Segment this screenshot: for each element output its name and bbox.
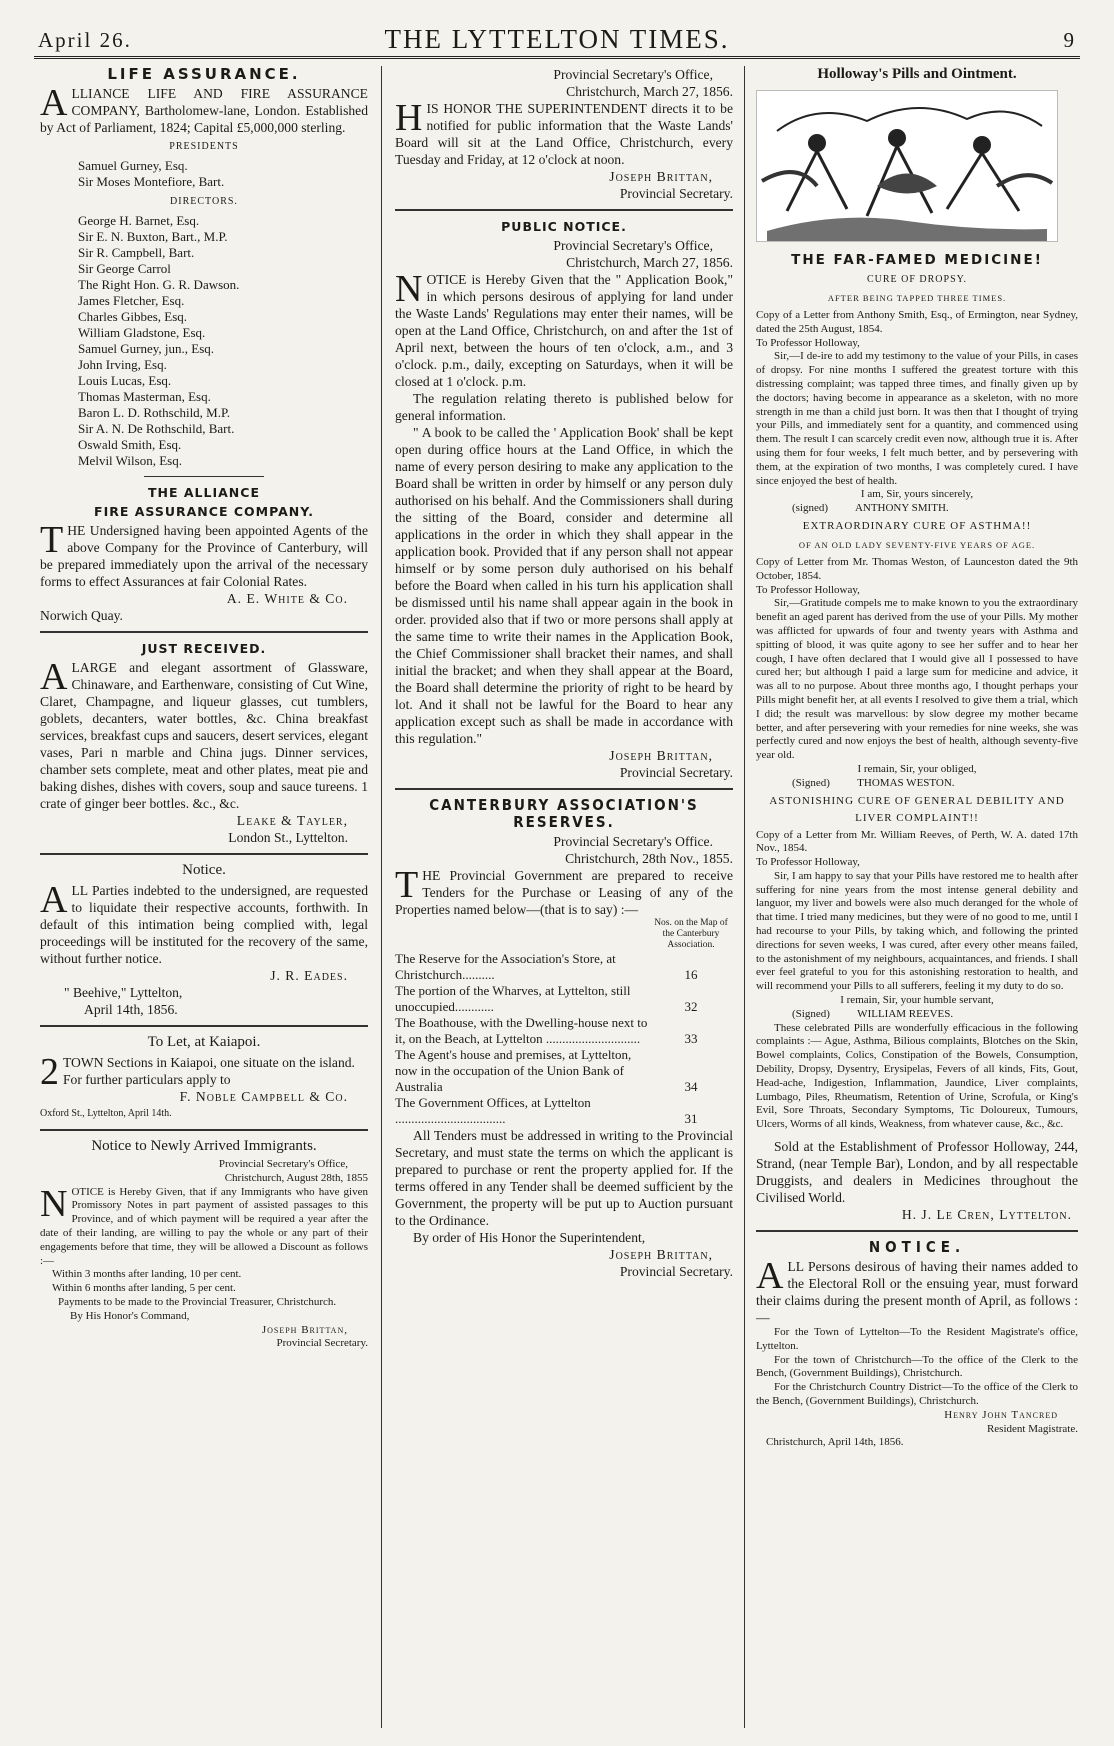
notice-signature: J. R. Eades. <box>270 968 348 983</box>
received-place: London St., Lyttelton. <box>228 830 348 845</box>
director: Oswald Smith, Esq. <box>78 437 182 452</box>
table-row <box>395 1095 733 1127</box>
reserves-order: By order of His Honor the Superintendent, <box>413 1230 646 1245</box>
reserves-terms: All Tenders must be addressed in writing to the Provincial Secretary, and must state the terms on which the applicant is prepared to purchase or rent the property applied for. If the terms offered in any Tender shall be deemed sufficient by the Government, the property will be put up to Auction pursuant to the Ordinance. <box>395 1128 733 1228</box>
public-date: Christchurch, March 27, 1856. <box>566 255 733 270</box>
letter1-to: To Professor Holloway, <box>756 336 860 349</box>
sup-signature: Joseph Brittan, <box>609 169 713 184</box>
received-heading: JUST RECEIVED. <box>141 641 267 656</box>
electoral-body: ALL Persons desirous of having their names added to the Electoral Roll or the ensuing year, must forward their claims during the present month of April, as follows :— <box>756 1255 1078 1326</box>
reserves-office: Provincial Secretary's Office. <box>553 834 713 849</box>
reserves-body: THE Provincial Government are prepared to receive Tenders for the Purchase or Leasing of any of the Properties named below—(that is to say) :— <box>395 864 733 917</box>
column-rule-2 <box>744 66 745 1728</box>
column-1 <box>40 66 368 1351</box>
letter2-intro: Copy of Letter from Mr. Thomas Weston, of Launceston dated the 9th October, 1854. <box>756 555 1078 582</box>
debility-heading: ASTONISHING CURE OF GENERAL DEBILITY AND LIVER COMPLAINT!! <box>769 794 1065 824</box>
letter3-close: I remain, Sir, your humble servant, <box>840 994 994 1007</box>
letter1-close: I am, Sir, yours sincerely, <box>860 488 974 501</box>
map-number: 34 <box>684 1079 698 1094</box>
sup-role: Provincial Secretary. <box>619 186 733 201</box>
holloway-subheading: THE FAR-FAMED MEDICINE! <box>791 252 1043 268</box>
column-rule-1 <box>381 66 382 1728</box>
alliance-body: THE Undersigned having been appointed Agents of the above Company for the Province of Canterbury, will be prepared immediately upon the arrival of the necessary forms to effect Assurances at fair Colonial Rates. <box>40 519 368 589</box>
director: John Irving, Esq. <box>78 357 167 372</box>
immigrants-date: Christchurch, August 28th, 1855 <box>224 1171 368 1184</box>
director: Melvil Wilson, Esq. <box>78 453 182 468</box>
director: Samuel Gurney, jun., Esq. <box>78 341 214 356</box>
alliance-heading: THE ALLIANCE <box>148 485 260 500</box>
reserves-date: Christchurch, 28th Nov., 1855. <box>565 851 733 866</box>
reserves-heading: CANTERBURY ASSOCIATION'S RESERVES. <box>429 796 699 831</box>
tolet-signature: F. Noble Campbell & Co. <box>179 1089 348 1104</box>
director: Charles Gibbes, Esq. <box>78 309 188 324</box>
president: Sir Moses Montefiore, Bart. <box>78 174 225 189</box>
public-signature: Joseph Brittan, <box>609 748 713 763</box>
table-header <box>395 918 733 951</box>
table-row <box>395 951 733 983</box>
property-name: The portion of the Wharves, at Lyttelton, still unoccupied............ <box>395 983 631 1014</box>
director: Sir A. N. De Rothschild, Bart. <box>78 421 235 436</box>
director: Baron L. D. Rothschild, M.P. <box>78 405 231 420</box>
letter2-to: To Professor Holloway, <box>756 583 860 596</box>
complaints-list: These celebrated Pills are wonderfully efficacious in the following complaints :— Ague, Asthma, Bilious complaints, Blotches on the Skin, Bowel complaints, Colics, Constipation of the Bowels, Consumption, Debility, Dropsy, Dysentry, Erysipelas, Fevers of all kinds, Fits, Gout, Head-ache, Indigestion, Inflammation, Jaundice, Liver complaints, Lumbago, Piles, Rheumatism, Retention of Urine, Scrofula, or King's Evil, Sore Throats, Secondary Symptoms, Tic Doloureux, Tumours, Ulcers, Worms of all kinds, Weakness, from whatever cause, &c., &c. <box>756 1021 1078 1131</box>
public-body: NOTICE is Hereby Given that the " Application Book," in which persons desirous of applying for land under the Waste Lands' Regulations may enter their names, will be open at the Land Office, Christchurch, on and after the 1st of April next, between the hours of ten o'clock, a.m., and 3 o'clock. p.m., daily, excepting on Saturdays, when it will be closed at 1 o'clock. p.m. <box>395 268 733 389</box>
immigrants-body: NOTICE is Hereby Given, that if any Immigrants who have given Promissory Notes in part payment of assisted passages to this Province, and of which payment will be required a year after the date of their landing, are willing to pay the whole or any part of their engagements before that time, they will be allowed a Discount as follows :— <box>40 1182 368 1267</box>
dropsy-subheading: AFTER BEING TAPPED THREE TIMES. <box>827 293 1007 303</box>
electoral-heading: NOTICE. <box>868 1238 966 1257</box>
table-row <box>395 1047 733 1095</box>
page-number: 9 <box>1063 28 1074 52</box>
electoral-lyttelton: For the Town of Lyttelton—To the Resident Magistrate's office, Lyttelton. <box>756 1326 1078 1352</box>
alliance-place: Norwich Quay. <box>40 608 123 623</box>
column-3 <box>756 66 1078 1450</box>
asthma-heading: EXTRAORDINARY CURE OF ASTHMA!! <box>802 519 1032 532</box>
president: Samuel Gurney, Esq. <box>78 158 188 173</box>
letter3-signature: (Signed) WILLIAM REEVES. <box>792 1007 954 1020</box>
director: Louis Lucas, Esq. <box>78 373 172 388</box>
electoral-christchurch: For the town of Christchurch—To the office of the Clerk to the Bench, (Government Buildings), Christchurch. <box>756 1353 1078 1380</box>
director: William Gladstone, Esq. <box>78 325 206 340</box>
received-body: ALARGE and elegant assortment of Glassware, Chinaware, and Earthenware, consisting of Cut Wine, Claret, Champagne, and liqueur glasses, cut tumblers, goblets, decanters, water bottles, &c. China breakfast services, breakfast cups and saucers, desert services, elegant vases, Pari n marble and China jugs. Dinner services, chamber sets complete, meat and other plates, meat pie and baking dishes, dishes with covers, soup and sauce tureens. 1 crate of ginger beer bottles. &c., &c. <box>40 656 368 811</box>
letter3-intro: Copy of a Letter from Mr. William Reeves, of Perth, W. A. dated 17th Nov., 1854. <box>756 828 1078 855</box>
public-regulation: " A book to be called the ' Application Book' shall be kept open during office hours at the Land Office, in which the name of every person desiring to make any application to the Board shall be written in order by himself or any person duly authorised on his behalf. And the Commissioners shall during the sitting of the Board, consider and determine all applications in the order in which they shall appear in the application book. Provided that if any person shall not appear himself or by some person duly authorised on his behalf before the Board when called in his turn his application shall be dismissed until his name shall appear again in the book in order. provided also that if two or more persons shall apply at the same time to write their names in the Application Book, the Chief Commissioner shall bracket their names, and shall initial the bracket; and when they shall appear at the Board, the Board shall determine the priority of right to be heard by lot. And it shall not be lawful for the Board to hear any application except such as shall be made in accordance with this regulation." <box>395 425 733 746</box>
directors-label: DIRECTORS. <box>170 196 238 207</box>
dropsy-heading: CURE OF DROPSY. <box>866 274 968 285</box>
letter1-signature: (signed) ANTHONY SMITH. <box>792 502 949 515</box>
electoral-signature: Henry John Tancred <box>944 1408 1058 1421</box>
notice-date: April 14th, 1856. <box>84 1002 178 1017</box>
divider <box>144 476 264 477</box>
electoral-country: For the Christchurch Country District—To the office of the Clerk to the Bench, (Government Buildings), Christchurch. <box>756 1381 1078 1408</box>
letter3-body: Sir, I am happy to say that your Pills have restored me to health after suffering for nine years from the most intense general debility and languor, my liver and bowels were also much deranged for the whole of that time. I tried many medicines, but they were of no good to me, until I had recourse to your Pills, by taking which, and following the printed directions for seven weeks, I was cured, after every other means failed, to the astonishment of my neighbours, acquaintances, and friends. I shall ever feel grateful to you for this astonishing restoration to health, and will recommend your Pills to all sufferers, feeling it my duty to do so. <box>756 869 1078 993</box>
director: Thomas Masterman, Esq. <box>78 389 211 404</box>
alliance-subheading: FIRE ASSURANCE COMPANY. <box>94 504 314 519</box>
divider <box>40 1129 368 1131</box>
notice-body: ALL Parties indebted to the undersigned, are requested to liquidate their respective accounts, forthwith. In default of this intimation being complied with, legal proceedings will be instituted for the recovery of the same, without further notice. <box>40 879 368 966</box>
director: Sir George Carrol <box>78 261 171 276</box>
divider <box>395 209 733 211</box>
property-name: The Agent's house and premises, at Lyttelton, now in the occupation of the Union Bank of Australia <box>395 1047 632 1094</box>
column-2 <box>395 66 733 1280</box>
letter1-body: Sir,—I de-ire to add my testimony to the value of your Pills, in cases of dropsy. For nine months I suffered the greatest torture with this distressing complaint; was tapped three times, and finally given up by the doctors; having become in appearance as a skeleton, with no more strength in me than a child just born. It was then that I thought of trying your Pills, and immediately sent for a quantity, and commenced using them. The result I can scarcely credit even now, although true it is. After using them for four weeks, I felt much better, and by persevering with them, at the expiration of two months, I was completely cured. I have since enjoyed the best of health. <box>756 350 1078 487</box>
command-line: By His Honor's Command, <box>70 1309 190 1322</box>
director: Sir E. N. Buxton, Bart., M.P. <box>78 229 228 244</box>
public-heading: PUBLIC NOTICE. <box>501 219 627 234</box>
electoral-date: Christchurch, April 14th, 1856. <box>766 1436 904 1449</box>
map-number: 16 <box>684 967 698 982</box>
holloway-sold: Sold at the Establishment of Professor Holloway, 244, Strand, (near Temple Bar), London, and by all respectable Druggists, and dealers in Medicines throughout the Civilised World. <box>756 1139 1078 1206</box>
immigrants-role: Provincial Secretary. <box>276 1337 368 1350</box>
life-body: ALLIANCE LIFE AND FIRE ASSURANCE COMPANY, Bartholomew-lane, London. Established by Act of Parliament, 1824; Capital £5,000,000 sterling. <box>40 82 368 135</box>
holloway-signature: H. J. Le Cren, Lyttelton. <box>901 1207 1072 1223</box>
discount-2: Within 6 months after landing, 5 per cent. <box>52 1282 236 1295</box>
property-name: The Boathouse, with the Dwelling-house next to it, on the Beach, at Lyttelton ............................. <box>395 1015 648 1046</box>
immigrants-heading: Notice to Newly Arrived Immigrants. <box>91 1138 317 1154</box>
newspaper-title: THE LYTTELTON TIMES. <box>384 24 730 54</box>
holloway-heading: Holloway's Pills and Ointment. <box>817 66 1017 82</box>
director: The Right Hon. G. R. Dawson. <box>78 277 240 292</box>
table-row <box>395 1015 733 1047</box>
letter2-body: Sir,—Gratitude compels me to make known to you the extraordinary benefit an aged parent has derived from the use of your Pills. My mother was afflicted for upwards of four and twenty years with Asthma and spitting of blood, it was quite agony to see her suffer and to hear her cough, I have often declared that I would give all I possessed to have cured her; but although I paid a large sum for medicine and advice, it was all to no purpose. About three months ago, I thought perhaps your Pills might benefit her, at all events I resolved to give them a trial, which I did; the result was marvellous: by slow degree my mother became better, and after persevering with your remedies for nine weeks, she was perfectly cured and now enjoys the best of health, although seventy-five year old. <box>756 597 1078 762</box>
received-signature: Leake & Tayler, <box>236 813 348 828</box>
letter3-to: To Professor Holloway, <box>756 856 860 869</box>
engraving-illustration <box>756 90 1058 242</box>
reserves-table <box>395 918 733 1127</box>
reserves-signature: Joseph Brittan, <box>609 1247 713 1262</box>
electoral-role: Resident Magistrate. <box>986 1422 1078 1435</box>
tolet-place: Oxford St., Lyttelton, April 14th. <box>40 1108 172 1119</box>
divider <box>40 631 368 633</box>
tolet-heading: To Let, at Kaiapoi. <box>147 1034 261 1050</box>
immigrants-signature: Joseph Brittan, <box>261 1323 348 1336</box>
public-role: Provincial Secretary. <box>619 765 733 780</box>
letter1-intro: Copy of a Letter from Anthony Smith, Esq., of Ermington, near Sydney, dated the 25th August, 1854. <box>756 309 1078 335</box>
sup-office: Provincial Secretary's Office, <box>553 67 713 82</box>
issue-date: April 26. <box>38 28 132 52</box>
divider <box>756 1230 1078 1232</box>
public-office: Provincial Secretary's Office, <box>553 238 713 253</box>
property-name: The Government Offices, at Lyttelton .................................. <box>395 1095 591 1126</box>
asthma-subheading: OF AN OLD LADY SEVENTY-FIVE YEARS OF AGE. <box>798 539 1036 550</box>
public-body-2: The regulation relating thereto is published below for general information. <box>395 391 733 423</box>
map-number-header: Nos. on the Map of the Canterbury Association. <box>654 918 728 950</box>
sup-body: HIS HONOR THE SUPERINTENDENT directs it to be notified for public information that the Waste Lands' Board will sit at the Land Office, Christchurch, every Tuesday and Friday, at 12 o'clock at noon. <box>395 97 733 167</box>
property-name: The Reserve for the Association's Store, at Christchurch.......... <box>395 951 616 982</box>
map-number: 32 <box>684 999 698 1014</box>
payments-note: Payments to be made to the Provincial Treasurer, Christchurch. <box>58 1295 337 1308</box>
alliance-signature: A. E. White & Co. <box>226 591 348 606</box>
director: James Fletcher, Esq. <box>78 293 185 308</box>
tolet-apply: For further particulars apply to <box>63 1072 231 1087</box>
notice-heading: Notice. <box>182 862 226 878</box>
tolet-body: 2TOWN Sections in Kaiapoi, one situate on the island. <box>40 1051 355 1093</box>
discount-1: Within 3 months after landing, 10 per cent. <box>52 1268 242 1281</box>
notice-place: " Beehive," Lyttelton, <box>64 985 183 1000</box>
reserves-role: Provincial Secretary. <box>619 1264 733 1279</box>
life-heading: LIFE ASSURANCE. <box>107 65 301 83</box>
masthead <box>34 22 1080 59</box>
table-row <box>395 983 733 1015</box>
divider <box>40 853 368 855</box>
map-number: 33 <box>684 1031 698 1046</box>
letter2-close: I remain, Sir, your obliged, <box>857 762 977 775</box>
sup-date: Christchurch, March 27, 1856. <box>566 84 733 99</box>
presidents-label: PRESIDENTS <box>169 141 239 152</box>
presidents-list <box>78 158 368 190</box>
letter2-signature: (Signed) THOMAS WESTON. <box>792 776 955 789</box>
divider <box>395 788 733 790</box>
director: Sir R. Campbell, Bart. <box>78 245 195 260</box>
director: George H. Barnet, Esq. <box>78 213 200 228</box>
immigrants-office: Provincial Secretary's Office, <box>218 1158 348 1170</box>
directors-list <box>78 213 368 469</box>
map-number: 31 <box>684 1111 698 1126</box>
divider <box>40 1025 368 1027</box>
